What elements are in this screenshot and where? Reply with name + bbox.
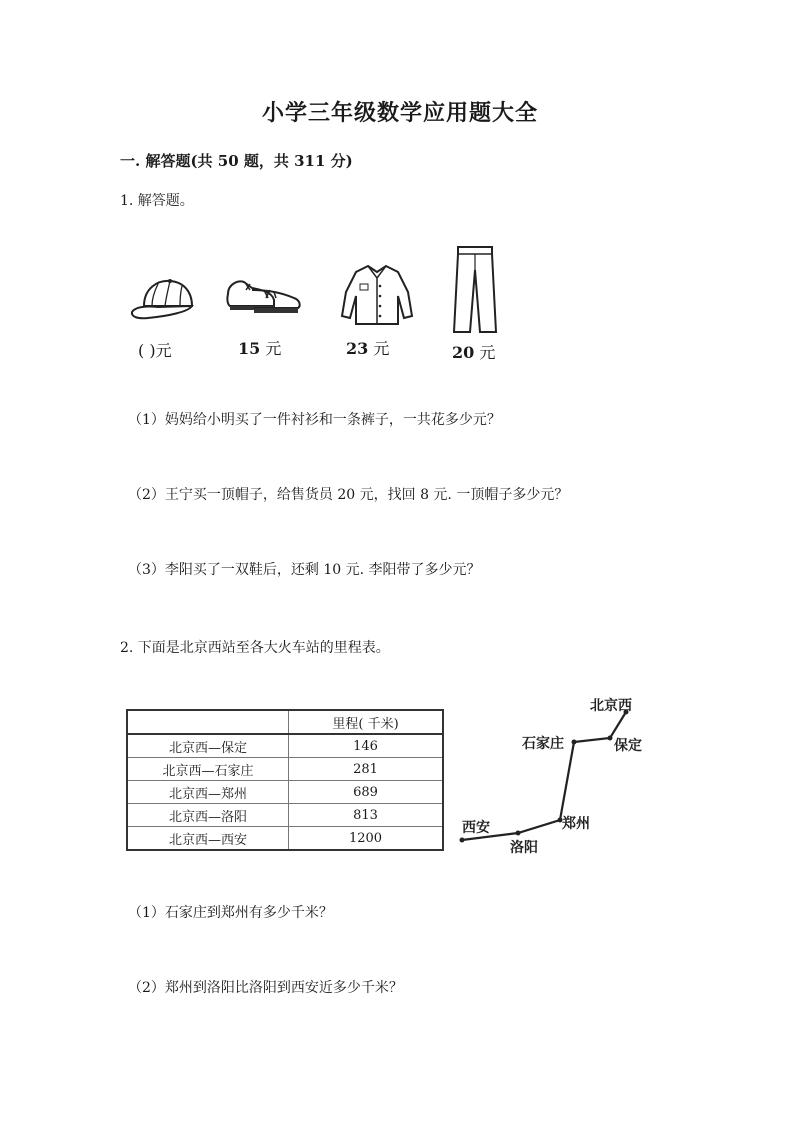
table-cell-route: 北京西—西安 xyxy=(127,827,289,851)
station-label-xian: 西安 xyxy=(462,820,490,836)
shoes-price-unit: 元 xyxy=(260,339,282,358)
station-dot-shijiazhuang xyxy=(572,740,577,745)
station-label-zhengzhou: 郑州 xyxy=(562,816,590,832)
pants-icon xyxy=(452,244,498,336)
station-label-shijiazhuang: 石家庄 xyxy=(522,736,564,752)
table-row xyxy=(127,827,443,851)
cap-price: ( )元 xyxy=(138,341,172,360)
table-header-distance: 里程( 千米) xyxy=(289,710,444,734)
shoes-icon xyxy=(224,276,304,318)
shirt-price-value: 23 xyxy=(346,339,369,358)
pants-price-unit: 元 xyxy=(474,343,496,362)
question-1-sub-2: （2）王宁买一顶帽子，给售货员 20 元，找回 8 元. 一顶帽子多少元？ xyxy=(128,487,569,503)
table-cell-distance: 146 xyxy=(289,734,444,758)
pants-price xyxy=(452,340,495,363)
cap-icon xyxy=(128,276,200,324)
pants-price-value: 20 xyxy=(452,343,475,362)
shirt-icon xyxy=(338,262,416,326)
question-2-sub-1: （1）石家庄到郑州有多少千米？ xyxy=(128,905,333,921)
table-cell-distance: 1200 xyxy=(289,827,444,851)
table-header-route xyxy=(127,710,289,734)
table-row xyxy=(127,734,443,758)
mileage-table xyxy=(126,709,444,851)
table-cell-route: 北京西—石家庄 xyxy=(127,758,289,781)
question-2-sub-2: （2）郑州到洛阳比洛阳到西安近多少千米？ xyxy=(128,980,403,996)
shoes-price xyxy=(238,336,281,359)
question-1-sub-1: （1）妈妈给小明买了一件衬衫和一条裤子，一共花多少元？ xyxy=(128,412,501,428)
question-1-label: 1. 解答题。 xyxy=(120,193,194,209)
shirt-price-unit: 元 xyxy=(368,339,390,358)
railway-map xyxy=(452,690,662,860)
station-label-baoding: 保定 xyxy=(614,738,642,754)
table-cell-distance: 281 xyxy=(289,758,444,781)
station-dot-xian xyxy=(460,838,465,843)
table-row xyxy=(127,804,443,827)
table-row xyxy=(127,758,443,781)
shirt-price xyxy=(346,336,389,359)
station-label-beijingxi: 北京西 xyxy=(590,698,632,714)
shoes-price-value: 15 xyxy=(238,339,261,358)
section-title: 一. 解答题(共 50 题，共 311 分) xyxy=(120,152,353,170)
question-2-label: 2. 下面是北京西站至各大火车站的里程表。 xyxy=(120,640,390,656)
table-header-row xyxy=(127,710,443,734)
page-title: 小学三年级数学应用题大全 xyxy=(261,100,538,126)
question-1-sub-3: （3）李阳买了一双鞋后，还剩 10 元. 李阳带了多少元？ xyxy=(128,562,481,578)
table-cell-route: 北京西—郑州 xyxy=(127,781,289,804)
table-row xyxy=(127,781,443,804)
station-label-luoyang: 洛阳 xyxy=(510,840,538,856)
table-cell-route: 北京西—保定 xyxy=(127,734,289,758)
table-cell-distance: 813 xyxy=(289,804,444,827)
table-cell-route: 北京西—洛阳 xyxy=(127,804,289,827)
station-dot-baoding xyxy=(608,736,613,741)
station-dot-luoyang xyxy=(516,831,521,836)
table-cell-distance: 689 xyxy=(289,781,444,804)
